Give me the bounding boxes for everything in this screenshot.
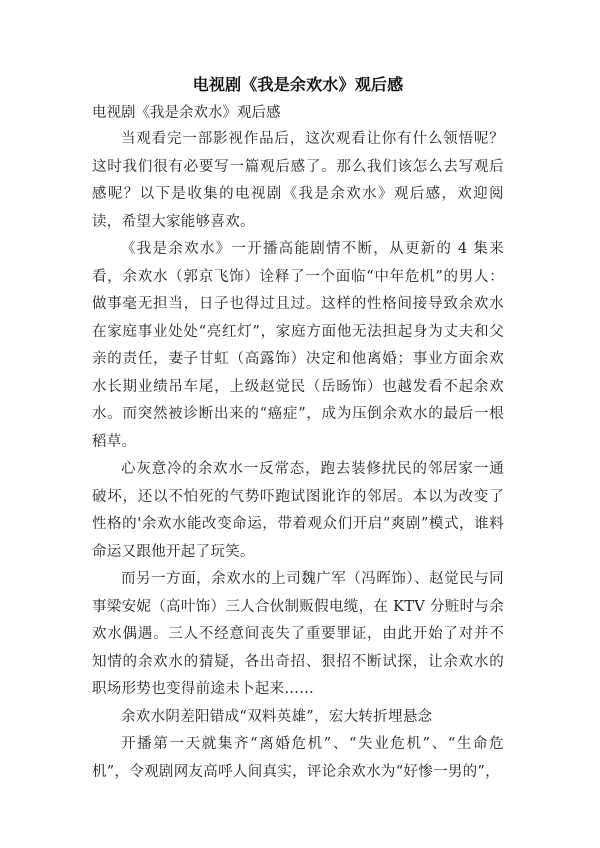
- document-title: 电视剧《我是余欢水》观后感: [192, 75, 404, 94]
- paragraph-crises: 开播第一天就集齐“离婚危机”、“失业危机”、“生命危机”，令观剧网友高呼人间真实，评论余欢水为“好惨一男的”，: [92, 736, 504, 780]
- document-page: [92, 72, 504, 786]
- paragraph-intro: 当观看完一部影视作品后，这次观看让你有什么领悟呢？这时我们很有必要写一篇观后感了。那么我们该怎么去写观后感呢？以下是收集的电视剧《我是余欢水》观后感，欢迎阅读，希望大家能够喜欢。: [92, 131, 504, 230]
- document-subtitle: 电视剧《我是余欢水》观后感: [92, 105, 281, 121]
- paragraph-plot-summary: 《我是余欢水》一开播高能剧情不断，从更新的 4 集来看，余欢水（郭京飞饰）诠释了一个面临“中年危机”的男人：做事毫无担当，日子也得过且过。这样的性格间接导致余欢水在家庭事业处处“亮红灯”，家庭方面他无法担起身为丈夫和父亲的责任，妻子甘虹（高露饰）决定和他离婚；事业方面余欢水长期业绩吊车尾，上级赵觉民（岳旸饰）也越发看不起余欢水。而突然被诊断出来的“癌症”，成为压倒余欢水的最后一根稻草。: [92, 241, 504, 450]
- paragraph-turning-point: 心灰意冷的余欢水一反常态，跑去装修扰民的邻居家一通破坏，还以不怕死的气势吓跑试图讹诈的邻居。本以为改变了性格的'余欢水能改变命运，带着观众们开启“爽剧”模式，谁料命运又跟他开起了玩笑。: [92, 461, 504, 560]
- paragraph-colleagues: 而另一方面，余欢水的上司魏广军（冯晖饰）、赵觉民与同事梁安妮（高叶饰）三人合伙制贩假电缆，在 KTV 分赃时与余欢水偶遇。三人不经意间丧失了重要罪证，由此开始了对并不知情的余欢水的猜疑，各出奇招、狠招不断试探，让余欢水的职场形势也变得前途未卜起来……: [92, 571, 504, 697]
- section-heading: 余欢水阴差阳错成“双料英雄”，宏大转折埋悬念: [121, 708, 433, 725]
